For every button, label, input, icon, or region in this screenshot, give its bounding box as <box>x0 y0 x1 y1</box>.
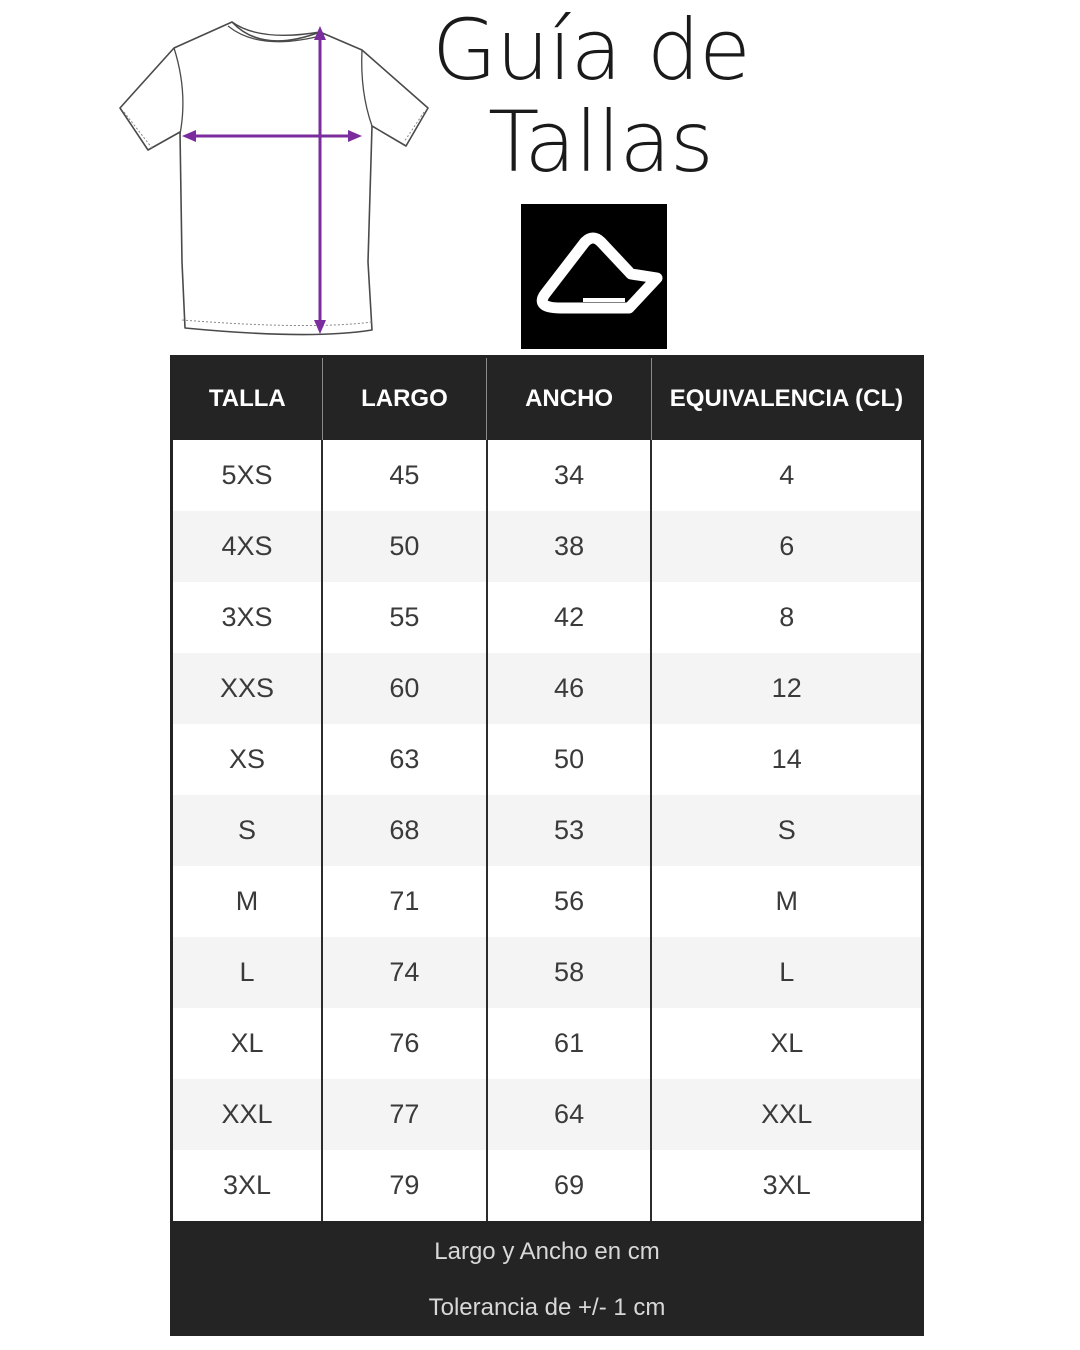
cell-talla: XL <box>172 1008 323 1079</box>
cell-ancho: 46 <box>487 653 652 724</box>
cell-ancho: 42 <box>487 582 652 653</box>
cell-largo: 74 <box>322 937 487 1008</box>
table-row <box>172 795 923 866</box>
cell-largo: 55 <box>322 582 487 653</box>
cell-ancho: 38 <box>487 511 652 582</box>
table-row <box>172 1079 923 1150</box>
cell-largo: 63 <box>322 724 487 795</box>
cell-ancho: 58 <box>487 937 652 1008</box>
cell-equivalencia: S <box>651 795 922 866</box>
cell-equivalencia: 14 <box>651 724 922 795</box>
cell-equivalencia: 8 <box>651 582 922 653</box>
cell-equivalencia: M <box>651 866 922 937</box>
cell-equivalencia: XXL <box>651 1079 922 1150</box>
size-table-container <box>170 355 924 1224</box>
cell-largo: 76 <box>322 1008 487 1079</box>
cell-ancho: 53 <box>487 795 652 866</box>
table-row <box>172 937 923 1008</box>
cell-talla: 3XS <box>172 582 323 653</box>
column-header-talla: TALLA <box>172 357 323 441</box>
tolerance-note: Tolerancia de +/- 1 cm <box>428 1294 666 1321</box>
cell-talla: 3XL <box>172 1150 323 1223</box>
cell-largo: 50 <box>322 511 487 582</box>
cell-ancho: 61 <box>487 1008 652 1079</box>
tshirt-outline-icon <box>110 12 440 347</box>
cell-equivalencia: 6 <box>651 511 922 582</box>
cell-talla: XXL <box>172 1079 323 1150</box>
table-header-row <box>172 357 923 441</box>
column-header-ancho: ANCHO <box>487 357 652 441</box>
cell-ancho: 34 <box>487 440 652 511</box>
table-row <box>172 866 923 937</box>
size-table <box>170 355 924 1224</box>
cell-equivalencia: 12 <box>651 653 922 724</box>
cell-talla: 4XS <box>172 511 323 582</box>
cell-ancho: 50 <box>487 724 652 795</box>
cell-largo: 71 <box>322 866 487 937</box>
table-row <box>172 1150 923 1223</box>
table-row <box>172 653 923 724</box>
cell-talla: XS <box>172 724 323 795</box>
brand-a-logo-icon <box>521 204 667 349</box>
table-footer-notes <box>170 1224 924 1336</box>
cell-largo: 68 <box>322 795 487 866</box>
cell-talla: 5XS <box>172 440 323 511</box>
table-row <box>172 1008 923 1079</box>
cell-largo: 77 <box>322 1079 487 1150</box>
cell-equivalencia: 3XL <box>651 1150 922 1223</box>
cell-equivalencia: XL <box>651 1008 922 1079</box>
cell-talla: S <box>172 795 323 866</box>
cell-largo: 79 <box>322 1150 487 1223</box>
cell-ancho: 64 <box>487 1079 652 1150</box>
table-row <box>172 440 923 511</box>
column-header-equivalencia: EQUIVALENCIA (CL) <box>651 357 922 441</box>
cell-largo: 60 <box>322 653 487 724</box>
title-line-1: Guía de <box>432 1 750 99</box>
cell-equivalencia: L <box>651 937 922 1008</box>
cell-ancho: 69 <box>487 1150 652 1223</box>
cell-talla: L <box>172 937 323 1008</box>
column-header-largo: LARGO <box>322 357 487 441</box>
table-row <box>172 582 923 653</box>
cell-ancho: 56 <box>487 866 652 937</box>
table-row <box>172 511 923 582</box>
cell-largo: 45 <box>322 440 487 511</box>
table-row <box>172 724 923 795</box>
cell-talla: M <box>172 866 323 937</box>
title-line-2: Tallas <box>488 93 713 191</box>
page-title <box>432 1 772 191</box>
cell-equivalencia: 4 <box>651 440 922 511</box>
units-note: Largo y Ancho en cm <box>434 1238 660 1265</box>
cell-talla: XXS <box>172 653 323 724</box>
